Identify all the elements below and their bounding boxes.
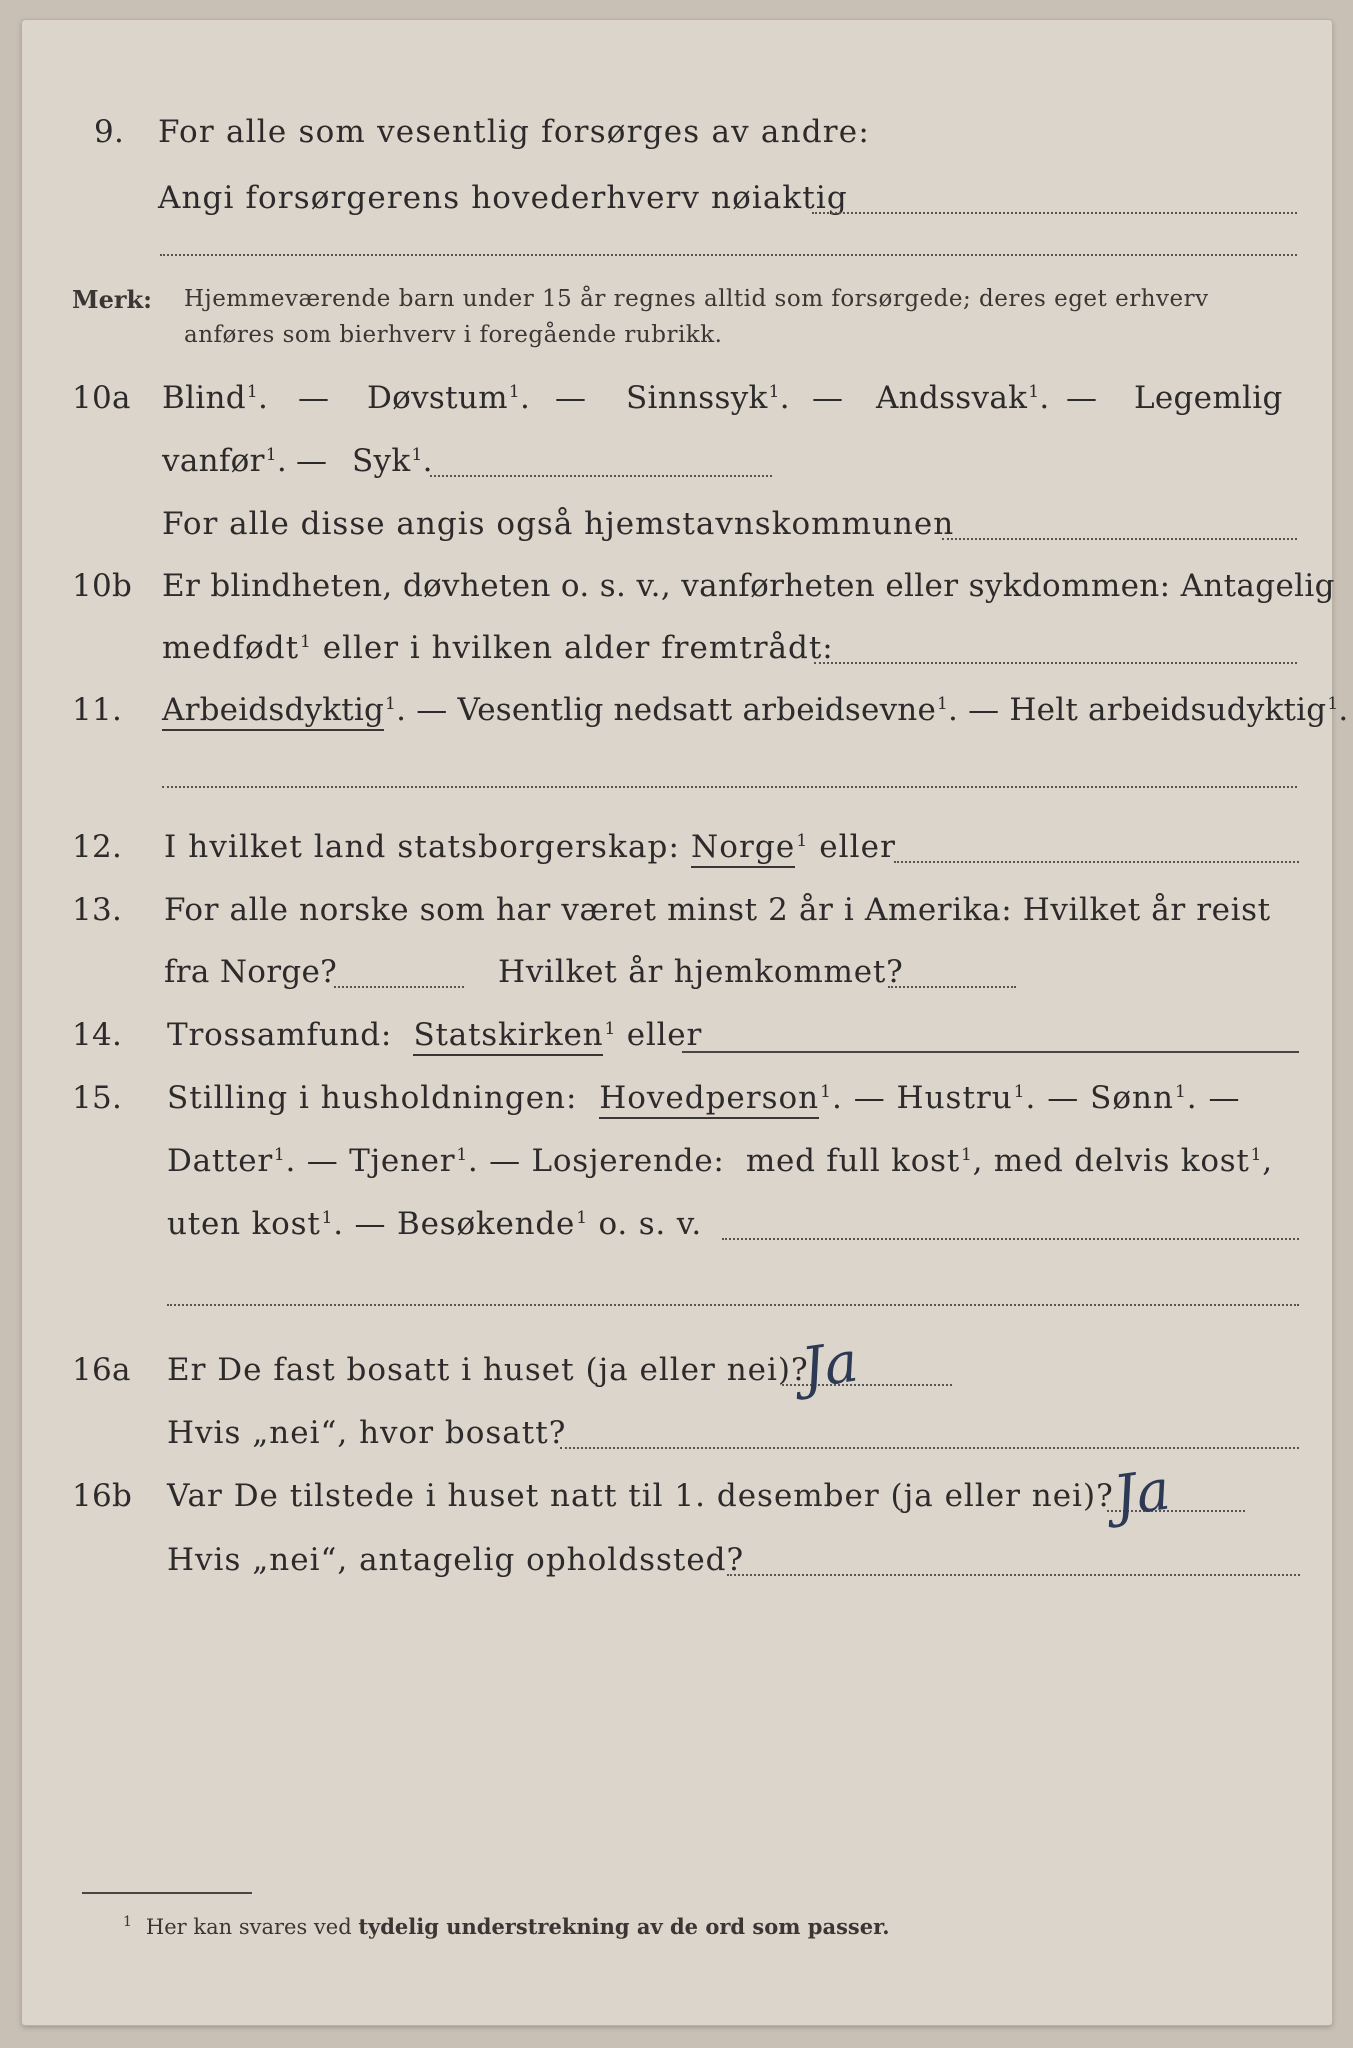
q16a-row-2 <box>22 1413 1332 1463</box>
merk-text-2: anføres som bierhverv i foregående rubrikk. <box>184 322 723 348</box>
q15-number: 15. <box>72 1080 123 1116</box>
q10a-number: 10a <box>72 380 131 416</box>
q15-answer-field[interactable] <box>722 1238 1299 1240</box>
merk-text-1: Hjemmeværende barn under 15 år regnes alltid som forsørgede; deres eget erhverv <box>184 286 1209 312</box>
q10a-answer-field[interactable] <box>430 475 772 477</box>
q16b-handwritten-answer: Ja <box>1109 1457 1175 1530</box>
q10a-legemlig: Legemlig <box>1134 380 1283 416</box>
q13-year-left-field[interactable] <box>334 986 464 988</box>
q12-norge-underlined[interactable]: Norge <box>691 829 795 868</box>
q11-arbeidsdyktig-underlined[interactable]: Arbeidsdyktig <box>162 692 384 731</box>
q12-row <box>22 827 1332 877</box>
q15-text: Stilling i husholdningen: Hovedperson$^1$. — Hustru$^1$. — Sønn$^1$. — <box>167 1078 1241 1118</box>
q10b-row-2 <box>22 628 1332 678</box>
q9-number: 9. <box>94 114 125 150</box>
q9-row-3 <box>22 220 1332 270</box>
q10a-text-3: For alle disse angis også hjemstavnskommunen <box>162 506 955 542</box>
census-form-page <box>22 20 1349 2025</box>
q11-answer-field[interactable] <box>162 786 1297 788</box>
q13-hjemkommet: Hvilket år hjemkommet? <box>498 954 904 990</box>
q12-answer-field[interactable] <box>894 861 1299 863</box>
footnote: $^1$ Her kan svares ved tydelig understrekning av de ord som passer. <box>123 1914 890 1939</box>
q16b-row-2 <box>22 1540 1332 1590</box>
q13-text: For alle norske som har været minst 2 år i Amerika: Hvilket år reist <box>164 892 1271 928</box>
footnote-rule <box>82 1892 252 1894</box>
q10a-blind: Blind$^1$. <box>162 380 269 416</box>
q14-answer-field[interactable] <box>682 1051 1299 1053</box>
q10a-dash-2: — <box>555 380 587 416</box>
q15-row-4 <box>22 1270 1332 1320</box>
q15-row-2 <box>22 1141 1332 1191</box>
q14-text: Trossamfund: Statskirken$^1$ eller <box>167 1015 702 1055</box>
q16b-question: Var De tilstede i huset natt til 1. desember (ja eller nei)? <box>167 1478 1114 1514</box>
q16b-opholdssted-field[interactable] <box>727 1574 1300 1576</box>
q10a-dash: — <box>298 380 330 416</box>
q10a-dash-5: — <box>296 443 328 479</box>
q10a-dovstum: Døvstum$^1$. <box>367 380 531 416</box>
q16b-number: 16b <box>72 1478 133 1514</box>
q11-text: Arbeidsdyktig$^1$. — Vesentlig nedsatt arbeidsevne$^1$. — Helt arbeidsudyktig$^1$. <box>162 690 1348 730</box>
q15-hovedperson-underlined[interactable]: Hovedperson <box>599 1080 819 1119</box>
q10b-answer-field[interactable] <box>814 662 1297 664</box>
q15-row-3 <box>22 1204 1332 1254</box>
q16b-hvis: Hvis „nei“, antagelig opholdssted? <box>167 1542 745 1578</box>
footnote-bold: tydelig understrekning av de ord som passer. <box>358 1914 890 1939</box>
q10a-row <box>22 378 1332 428</box>
q10b-text-2: medfødt$^1$ eller i hvilken alder fremtrådt: <box>162 630 834 666</box>
q9-text: For alle som vesentlig forsørges av andre: <box>158 114 870 150</box>
q10a-dash-3: — <box>812 380 844 416</box>
q16a-row <box>22 1350 1332 1400</box>
q15-text-2: Datter$^1$. — Tjener$^1$. — Losjerende: med full kost$^1$, med delvis kost$^1$, <box>167 1143 1273 1179</box>
q9-text-2: Angi forsørgerens hovederhverv nøiaktig <box>158 180 848 216</box>
q13-row <box>22 890 1332 940</box>
q10b-number: 10b <box>72 568 133 604</box>
q13-number: 13. <box>72 892 123 928</box>
q16a-number: 16a <box>72 1352 131 1388</box>
q11-number: 11. <box>72 692 123 728</box>
q15-row <box>22 1078 1332 1128</box>
q13-fra-norge: fra Norge? <box>164 954 338 990</box>
q10a-andssvak: Andssvak$^1$. <box>876 380 1050 416</box>
q16a-hvis: Hvis „nei“, hvor bosatt? <box>167 1415 567 1451</box>
q10a-row-3 <box>22 504 1332 554</box>
q14-statskirken-underlined[interactable]: Statskirken <box>413 1017 603 1056</box>
q9-row <box>22 112 1332 162</box>
q10a-syk: Syk$^1$. <box>352 443 433 479</box>
q9-answer-field[interactable] <box>812 212 1297 214</box>
q14-number: 14. <box>72 1017 123 1053</box>
q10b-text: Er blindheten, døvheten o. s. v., vanførheten eller sykdommen: Antagelig <box>162 568 1335 604</box>
q11-row-2 <box>22 752 1332 802</box>
q16a-question: Er De fast bosatt i huset (ja eller nei)? <box>167 1352 809 1388</box>
q12-number: 12. <box>72 829 123 865</box>
q10b-row <box>22 566 1335 616</box>
q16a-handwritten-answer: Ja <box>797 1329 863 1402</box>
merk-label: Merk: <box>72 285 152 314</box>
q15-answer-field-2[interactable] <box>167 1304 1299 1306</box>
q11-row <box>22 690 1349 740</box>
q10a-dash-4: — <box>1066 380 1098 416</box>
q13-row-2 <box>22 952 1332 1002</box>
q10a-sinnssyk: Sinnssyk$^1$. <box>626 380 790 416</box>
q10a-row-2 <box>22 441 1332 491</box>
q10a-vanfor: vanfør$^1$. <box>162 443 287 479</box>
q14-row <box>22 1015 1332 1065</box>
q12-text: I hvilket land statsborgerskap: Norge$^1$ eller <box>164 827 896 867</box>
footnote-marker: 1 <box>123 1914 132 1930</box>
q9-answer-field-2[interactable] <box>160 254 1297 256</box>
q16a-bosatt-field[interactable] <box>560 1447 1299 1449</box>
q15-text-3: uten kost$^1$. — Besøkende$^1$ o. s. v. <box>167 1206 703 1242</box>
q10a-hjemstavn-field[interactable] <box>942 538 1297 540</box>
q13-year-home-field[interactable] <box>888 986 1016 988</box>
